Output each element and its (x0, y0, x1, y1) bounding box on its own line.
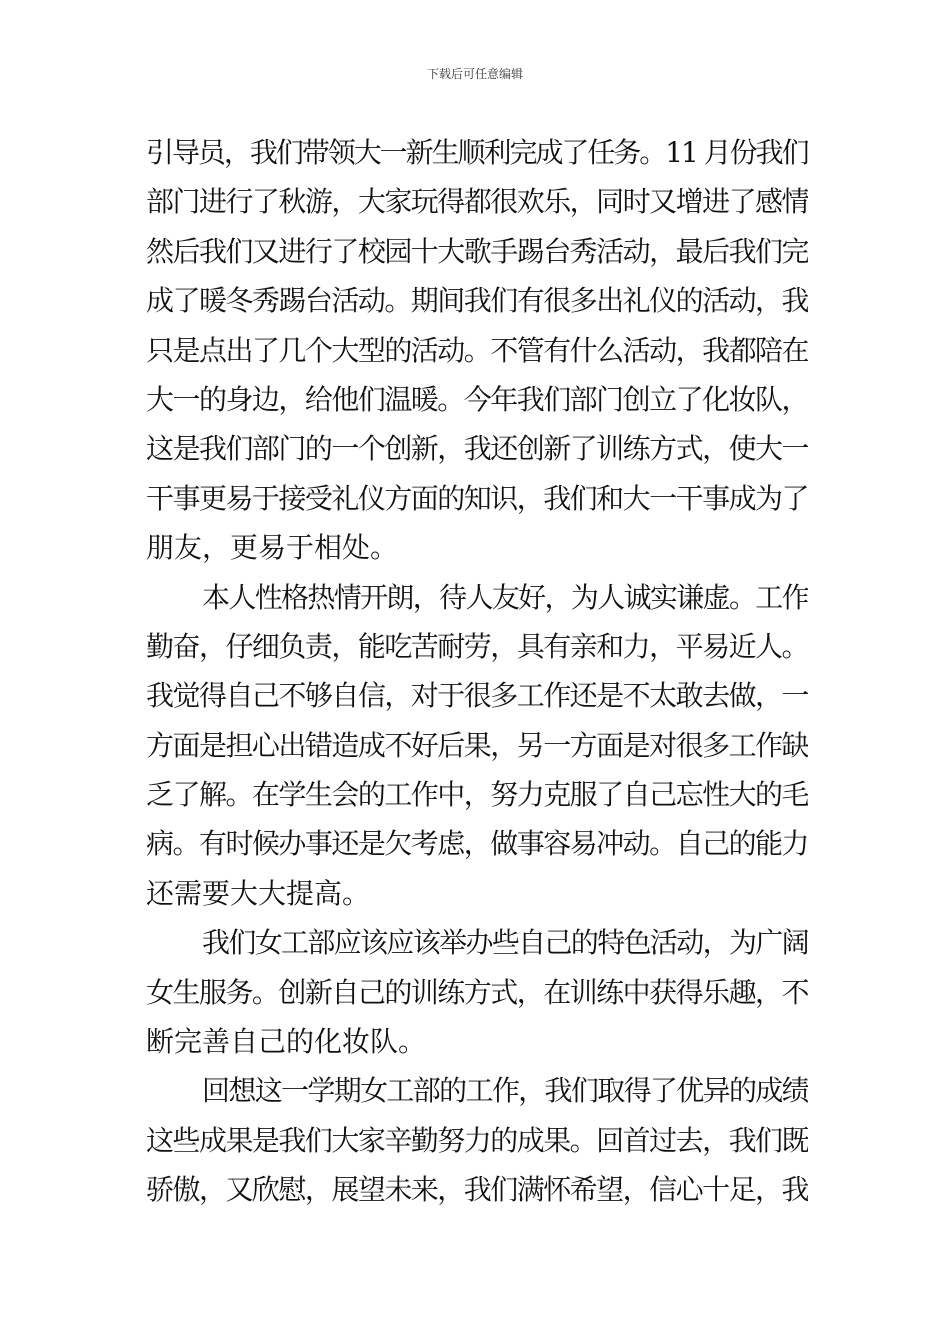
text-line: 然后我们又进行了校园十大歌手踢台秀活动，最后我们完 (146, 234, 808, 268)
document-body (146, 128, 808, 1215)
text-line: 勤奋，仔细负责，能吃苦耐劳，具有亲和力，平易近人。 (146, 629, 808, 663)
text-line: 成了暖冬秀踢台活动。期间我们有很多出礼仪的活动，我 (146, 284, 808, 318)
text-line: 我们女工部应该应该举办些自己的特色活动，为广阔 (202, 926, 808, 960)
text-line: 断完善自己的化妆队。 (146, 1025, 427, 1059)
page-header: 下载后可任意编辑 (426, 67, 523, 81)
text-line: 大一的身边，给他们温暖。今年我们部门创立了化妆队， (146, 382, 808, 416)
text-line: 朋友，更易于相处。 (146, 531, 399, 565)
text-line: 这是我们部门的一个创新，我还创新了训练方式，使大一 (146, 432, 808, 466)
text-line: 骄傲，又欣慰，展望未来，我们满怀希望，信心十足，我 (146, 1173, 808, 1207)
text-line: 病。有时候办事还是欠考虑，做事容易冲动。自己的能力 (146, 827, 808, 861)
text-line: 这些成果是我们大家辛勤努力的成果。回首过去，我们既 (146, 1123, 808, 1157)
text-line: 女生服务。创新自己的训练方式，在训练中获得乐趣，不 (146, 975, 808, 1009)
text-line: 引导员，我们带领大一新生顺利完成了任务。11 月份我们 (146, 136, 808, 169)
text-line: 乏了解。在学生会的工作中，努力克服了自己忘性大的毛 (146, 778, 808, 812)
text-line: 还需要大大提高。 (146, 876, 371, 910)
text-line: 只是点出了几个大型的活动。不管有什么活动，我都陪在 (146, 333, 808, 367)
text-line: 回想这一学期女工部的工作，我们取得了优异的成绩 (202, 1074, 808, 1108)
text-line: 部门进行了秋游，大家玩得都很欢乐，同时又增进了感情 (146, 185, 808, 219)
text-line: 本人性格热情开朗，待人友好，为人诚实谦虚。工作 (202, 580, 808, 614)
text-line: 干事更易于接受礼仪方面的知识，我们和大一干事成为了 (146, 481, 808, 515)
text-line: 我觉得自己不够自信，对于很多工作还是不太敢去做，一 (146, 679, 808, 713)
text-line: 方面是担心出错造成不好后果，另一方面是对很多工作缺 (146, 728, 808, 762)
